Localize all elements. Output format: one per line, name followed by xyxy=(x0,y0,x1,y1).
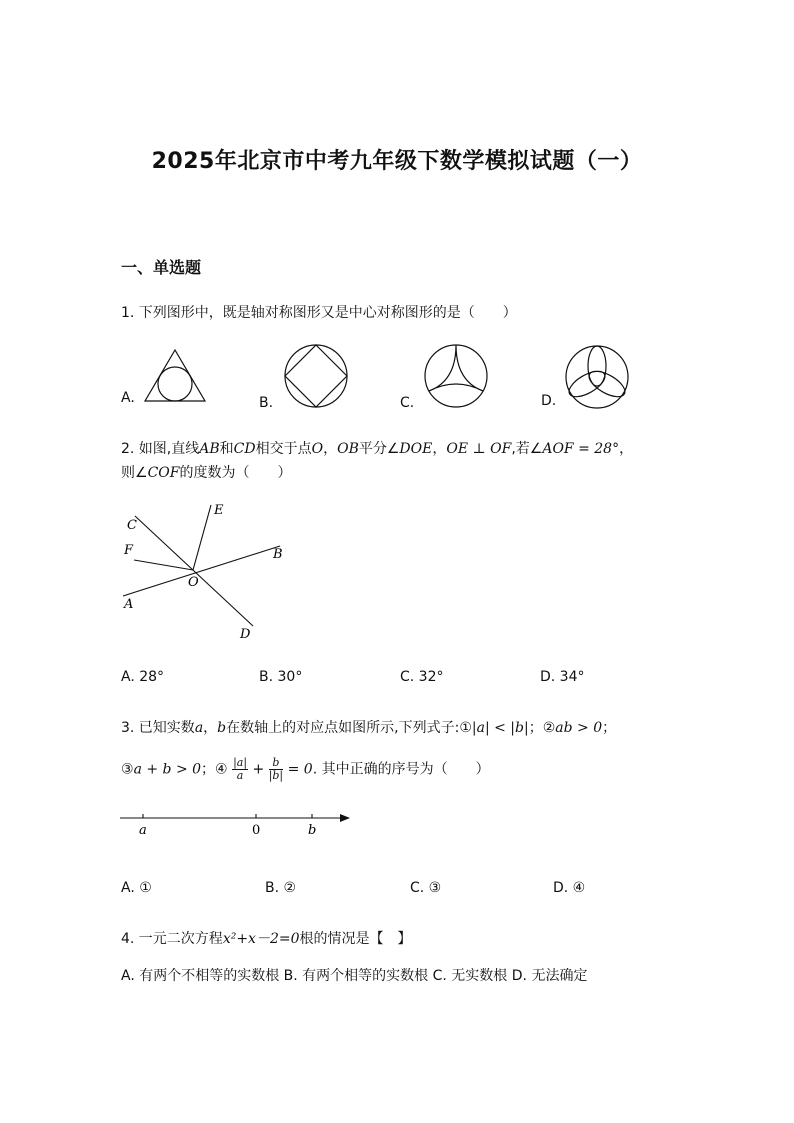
page-title: 2025年北京市中考九年级下数学模拟试题（一） xyxy=(151,149,643,174)
q1-option-c-figure xyxy=(423,343,489,409)
q1-option-a-label: A. xyxy=(121,390,135,406)
axis-label-b: b xyxy=(308,823,317,838)
question-2-stem-line1: 2. 如图,直线AB和CD相交于点O，OB平分∠DOE，OE ⊥ OF,若∠AOF = 28°， xyxy=(121,441,634,457)
fraction-1: $\frac{|a|}{a}$ xyxy=(233,756,248,782)
q3-option-b: B. ② xyxy=(265,880,297,896)
question-3-stem-line1: 3. 已知实数a，b在数轴上的对应点如图所示,下列式子:①|a| < |b|；②ab > 0； xyxy=(121,720,617,736)
label-a: A xyxy=(124,597,134,612)
q1-option-c-label: C. xyxy=(400,395,415,411)
q3-option-c: C. ③ xyxy=(410,880,442,896)
axis-label-zero: 0 xyxy=(252,823,261,838)
q2-option-a: A. 28° xyxy=(121,669,165,685)
q2-figure xyxy=(115,498,295,648)
q3-number-line xyxy=(118,808,358,844)
label-f: F xyxy=(124,543,134,558)
q3-option-a: A. ① xyxy=(121,880,152,896)
label-c: C xyxy=(127,518,137,533)
label-b: B xyxy=(273,547,283,562)
q1-option-d-label: D. xyxy=(541,393,557,409)
label-o: O xyxy=(188,575,199,590)
label-e: E xyxy=(214,503,224,518)
q1-option-d-figure xyxy=(564,344,630,410)
q1-option-b-figure xyxy=(283,343,349,409)
section-heading: 一、单选题 xyxy=(121,258,202,277)
question-2-stem-line2: 则∠COF的度数为（ ） xyxy=(121,465,292,481)
label-d: D xyxy=(240,627,251,642)
q4-options: A. 有两个不相等的实数根 B. 有两个相等的实数根 C. 无实数根 D. 无法确定 xyxy=(121,968,588,984)
question-3-stem-line2: ③a + b > 0；④ $\frac{|a|}{a}$ + $\frac{b}{|b|}$ = 0. 其中正确的序号为（ ） xyxy=(121,756,490,782)
q2-option-c: C. 32° xyxy=(400,669,444,685)
fraction-2: $\frac{b}{|b|}$ xyxy=(268,756,284,782)
question-4-stem: 4. 一元二次方程x²+x－2=0根的情况是【 】 xyxy=(121,931,412,947)
q3-option-d: D. ④ xyxy=(553,880,586,896)
q2-option-d: D. 34° xyxy=(540,669,585,685)
q1-option-a-figure xyxy=(140,346,210,406)
axis-label-a: a xyxy=(139,823,147,838)
question-1-stem: 1. 下列图形中，既是轴对称图形又是中心对称图形的是（ ） xyxy=(121,305,517,321)
q2-option-b: B. 30° xyxy=(259,669,303,685)
q1-option-b-label: B. xyxy=(259,395,274,411)
